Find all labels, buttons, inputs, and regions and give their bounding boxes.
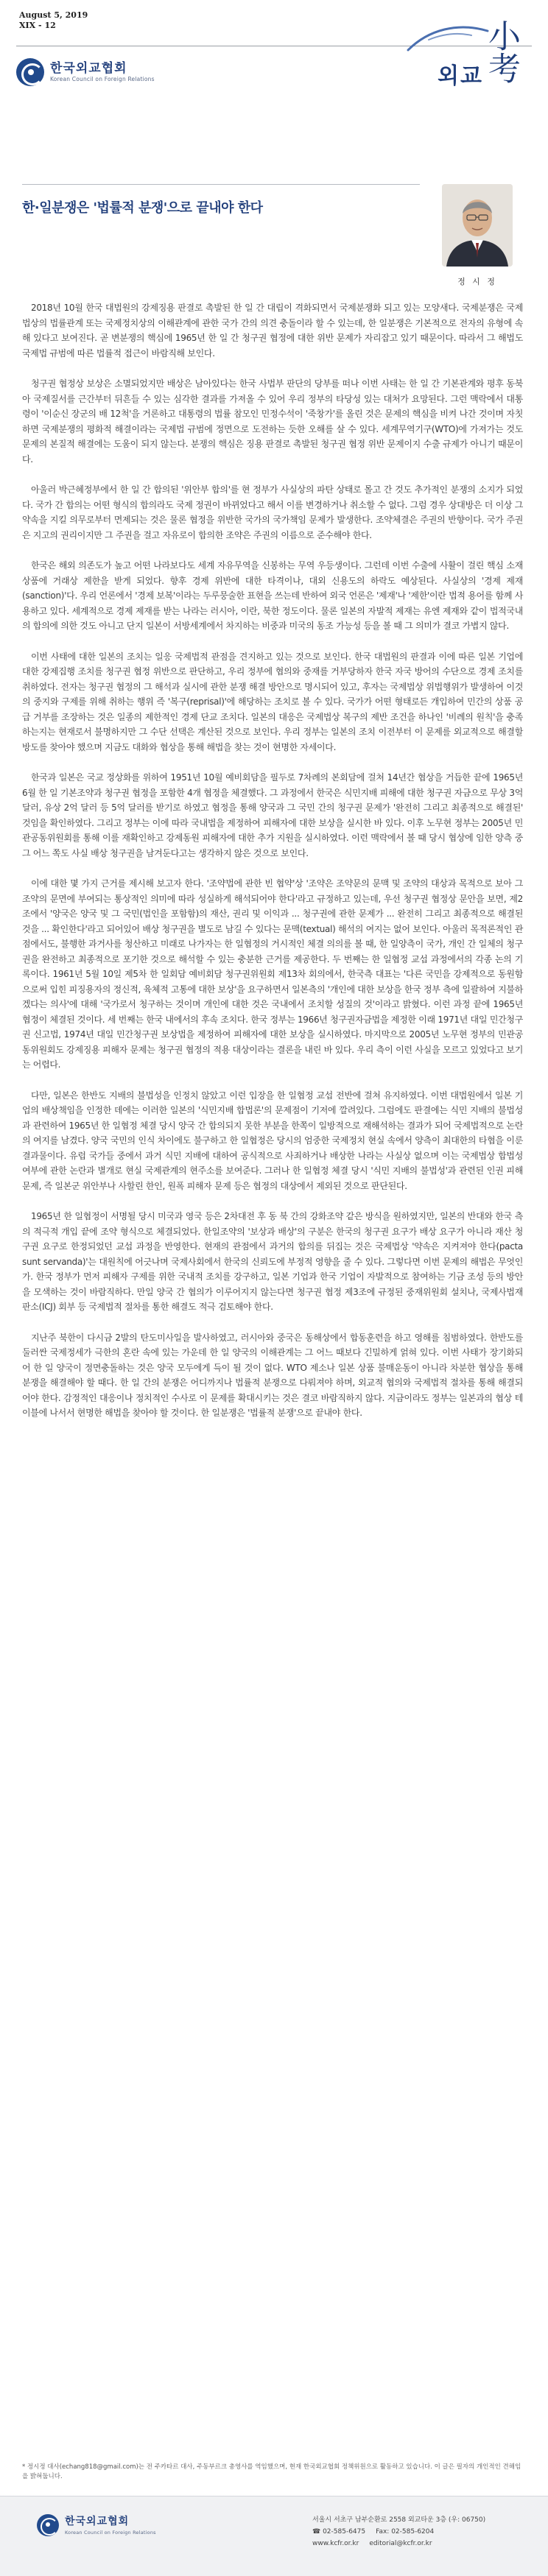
paragraph: 지난주 북한이 다시금 2발의 탄도미사일을 발사하였고, 러시아와 중국은 동해상에서 합동훈련을 하고 영해를 침범하였다. 한반도를 둘러싼 국제정세가 극한의 혼란 속에 있는 가운데 한 일 양국의 이해관계는 그 어느 때보다 긴밀하게 얽혀 있다. 이번 사태가 장기화되어 한 일 양국이 정면충돌하는 것은 양국 모두에게 득이 될 것이 없다. WTO 제소나 일본 상품 불매운동이 아니라 차분한 협상을 통해 분쟁을 해결해야 할 때다. 한 일 간의 분쟁은 어디까지나 법률적 분쟁으로 다뤄져야 하며, 외교적 협의와 국제법적 절차를 통해 해결되어야 한다. 감정적인 대응이나 정치적인 수사로 이 문제를 확대시키는 것은 결코 바람직하지 않다. 지금이라도 정부는 일본과의 협상 테이블에 나서서 현명한 해법을 찾아야 할 것이다. 한 일분쟁은 '법률적 분쟁'으로 끝내야 한다. [22, 1332, 523, 1418]
article-body [22, 300, 523, 1436]
org-name-ko: 한국외교협회 [50, 61, 127, 76]
paragraph: 청구권 협정상 보상은 소멸되었지만 배상은 남아있다는 한국 사법부 판단의 당부를 떠나 이번 사태는 한 일 간 기본관계와 평후 동북아 국제질서를 근간부터 뒤흔들 수 있는 심각한 결과를 가져올 수 있어 우리 정부의 타당성 있는 대처가 요망된다. 그런 맥락에서 대통령이 '이순신 장군의 배 12척'을 거론하고 대통령의 법률 참모인 민정수석이 '죽창가'를 올린 것은 문제의 핵심을 비켜 나간 것이며 자칫하면 국제분쟁의 평화적 해결이라는 국제법 규범에 정면으로 도전하는 듯한 오해를 살 수 있다. 세계무역기구(WTO)에 가져가는 것도 문제의 본질적 해결에는 도움이 되지 않는다. 분쟁의 핵심은 징용 판결로 촉발된 청구권 협정 위반 문제이지 수출 규제가 아니기 때문이다. [22, 378, 523, 465]
masthead-logo [399, 15, 524, 118]
paragraph: 한국은 해외 의존도가 높고 어떤 나라보다도 세계 자유무역을 신봉하는 무역 우등생이다. 그런데 이번 수출에 사활이 걸린 핵심 소재 상품에 거래상 제한을 받게 되었다. 향후 경제 위반에 대한 타격이나, 대외 신용도의 하락도 예상된다. 사실상의 '경제 제재(sanction)'다. 우리 언론에서 '경제 보복'이라는 두루뭉술한 표현을 쓰는데 반하여 외국 언론은 '제재'나 '제한'이란 법적 용어를 함께 사용하고 있다. 세계적으로 경제 제재를 받는 나라는 러시아, 이란, 북한 정도이다. 물론 일본의 자발적 제재는 유엔 제재와 같이 법적국내의 합의에 의한 것도 아니고 단지 일본이 서방세계에서 차지하는 비중과 미국의 동조 가능성 등을 볼 때 그 의미가 결코 가볍지 않다. [22, 560, 523, 631]
paragraph: 다만, 일본은 한반도 지배의 불법성을 인정치 않았고 이런 입장을 한 일협정 교섭 전반에 걸쳐 유지하였다. 이번 대법원에서 일본 기업의 배상책임을 인정한 데에는 이러한 일본의 '식민지배 합법론'의 문제점이 기저에 깔려있다. 그럼에도 판결에는 식민 지배의 불법성과 관련하여 1965년 한 일협정 체결 당시 양국 간 합의되지 못한 부분을 한쪽이 일방적으로 재해석하는 결과가 되어 국제법적으로 논란의 여지를 남겼다. 양국 국민의 인식 차이에도 불구하고 한 일협정은 당시의 엄중한 국제정치 현실 속에서 양측이 최대한의 타협을 이룬 결과물이다. 유럽 국가들 중에서 과거 식민 지배에 대하여 공식적으로 사죄하거나 배상한 나라는 사실상 없으며 이는 국제법상 합법성 여부에 관한 논란과 별개로 현실 국제관계의 현주소를 보여준다. 그러나 한 일협정 체결 당시 '식민 지배의 불법성'과 관련된 인권 피해 문제, 즉 일본군 위안부나 사할린 한인, 원폭 피해자 문제 등은 협정의 대상에서 제외된 것으로 판단된다. [22, 1090, 523, 1191]
footer-fax: Fax: 02-585-6204 [376, 2528, 435, 2536]
issue-info [19, 10, 88, 31]
org-name-en: Korean Council on Foreign Relations [50, 76, 155, 82]
footer-tel: ☎ 02-585-6475 [312, 2528, 366, 2536]
footer-org-name-en: Korean Council on Foreign Relations [65, 2530, 156, 2536]
article-title: 한·일분쟁은 '법률적 분쟁'으로 끝내야 한다 [22, 200, 263, 216]
footer-org-name-ko: 한국외교협회 [65, 2516, 130, 2527]
footer-contact [312, 2514, 485, 2549]
paragraph: 아울러 박근혜정부에서 한 일 간 합의된 '위안부 합의'를 현 정부가 사실상의 파탄 상태로 몰고 간 것도 추가적인 분쟁의 소지가 되었다. 국가 간 합의는 어떤 형식의 합의라도 국제 정권이 바뀌었다고 해서 이를 변경하거나 취소할 수 없다. 그럼 경우 상대방은 더 이상 그 약속을 지킬 의무로부터 면제되는 것은 물론 협정을 위반한 국가의 국가책임 문제가 발생한다. 조약체결은 주권의 반향이다. 국가 주권은 지고의 권리이지만 그 주권을 걸고 자유로이 합의한 조약은 주권의 이름으로 준수해야 한다. [22, 484, 523, 540]
footer-logo[interactable] [37, 2514, 156, 2536]
issue-date: August 5, 2019 [19, 10, 88, 20]
org-emblem-icon [16, 58, 44, 86]
author-footnote: * 정시정 대사(echang818@gmail.com)는 전 주카타르 대사, 주동부르크 총영사를 역임했으며, 현재 한국외교협회 정책위원으로 활동하고 있습니다. 이 글은 필자의 개인적인 견해임을 밝혀둡니다. [22, 2463, 521, 2480]
masthead-big-text: 小考 [482, 19, 520, 84]
paragraph: 이에 대한 몇 가지 근거를 제시해 보고자 한다. '조약법에 관한 빈 협약'상 '조약은 조약문의 문맥 및 조약의 대상과 목적으로 보아 그 조약의 문면에 부여되는 통상적인 의미에 따라 성실하게 해석되어야 한다'라고 규정하고 있는데, 우선 청구권 협정상 문안을 보면, 제2조에서 '양국은 양국 및 그 국민(법인을 포함함)의 재산, 권리 및 이익과 ... 청구권에 관한 문제가 ... 완전히 그리고 최종적으로 해결된 것을 ... 확인한다'라고 되어있어 배상 청구권을 별도로 남길 수 있다는 문맥(textual) 해석의 여지는 없어 보인다. 아울러 목적론적인 관점에서도, 불행한 과거사를 청산하고 미래로 나가자는 한 일협정의 거시적인 체결 의의를 볼 때, 한 일양측이 국가, 개인 간 일체의 청구권을 완전하고 최종적으로 포기한 것으로 해석할 수 있는 충분한 근거를 제공한다. 두 번째는 한 일협정 교섭 과정에서의 각종 논의 기록이다. 1961년 5월 10일 제5차 한 일회담 예비회담 청구권위원회 제13차 회의에서, 한국측 대표는 '다른 국민을 강제적으로 동원함으로써 입힌 피징용자의 정신적, 육체적 고통에 대한 보상'을 요구하면서 일본측의 '개인에 대한 보상을 한국 정부 측에 일괄하여 지불하겠다는 의사'에 대해 '국가로서 청구하는 것이며 개인에 대한 것은 국내에서 조치할 성질의 것'이라고 밝혔다. 이런 과정 끝에 1965년 협정이 체결된 것이다. 세 번째는 한국 내에서의 후속 조치다. 한국 정부는 1966년 청구권자금법을 제정한 이래 1971년 대일 민간청구권 신고법, 1974년 대일 민간청구권 보상법을 제정하여 피해자에 대한 보상을 실시하였다. 마지막으로 2005년 노무현 정부의 민관공동위원회도 강제징용 피해자 문제는 청구권 협정의 적용 대상이라는 결론을 내린 바 있다. 우리 측이 이런 사실을 모르고 있었다고 보기는 어렵다. [22, 878, 523, 1070]
author-portrait-icon [442, 184, 513, 267]
org-emblem-icon [37, 2514, 59, 2536]
issue-number: XIX - 12 [19, 21, 56, 30]
footer-email-link[interactable]: editorial@kcfr.or.kr [369, 2540, 432, 2547]
paragraph: 1965년 한 일협정이 서명될 당시 미국과 영국 등은 2차대전 후 동 북 간의 강화조약 같은 방식을 원하였지만, 일본의 반대와 한국 측의 적극적 개입 끝에 조약 형식으로 체결되었다. 한일조약의 '보상과 배상'의 구분은 한국의 청구권 요구가 배상 요구가 아니라 재산 청구권 요구로 한정되었던 교섭 과정을 반영한다. 현재의 관점에서 과거의 합의를 뒤집는 것은 국제법상 '약속은 지켜져야 한다(pacta sunt servanda)'는 대원칙에 어긋나며 국제사회에서 한국의 신뢰도에 부정적 영향을 줄 수 있다. 그렇다면 이번 문제의 해법은 무엇인가. 한국 정부가 먼저 피해자 구제를 위한 국내적 조치를 강구하고, 일본 기업과 한국 기업이 자발적으로 참여하는 기금 조성 등의 방안을 모색하는 것이 바람직하다. 만일 양국 간 협의가 이루어지지 않는다면 청구권 협정 제3조에 규정된 중재위원회 설치나, 국제사법재판소(ICJ) 회부 등 국제법적 절차를 통한 해결도 적극 검토해야 한다. [22, 1211, 523, 1312]
page-header [0, 0, 548, 184]
masthead-small-text: 외교 [438, 63, 483, 89]
paragraph: 한국과 일본은 국교 정상화를 위하여 1951년 10월 예비회담을 필두로 7차례의 본회담에 걸쳐 14년간 협상을 거듭한 끝에 1965년 6월 한 일 기본조약과 청구권 협정을 포함한 4개 협정을 체결했다. 그 과정에서 한국은 식민지배 피해에 대한 청구권 자금으로 무상 3억 달러, 유상 2억 달러 등 5억 달러를 받기로 하였고 협정을 통해 양국과 그 국민 간의 청구권 문제가 '완전히 그리고 최종적으로 해결된' 것임을 확인하였다. 그리고 정부는 이에 따라 국내법을 제정하여 피해자에 대한 보상을 실시한 바 있다. 이후 노무현 정부는 2005년 민관공동위원회를 통해 이를 재확인하고 강제동원 피해자에 대한 추가 지원을 실시하였다. 이런 맥락에서 볼 때 당시 협상에 임한 양측 중 그 어느 쪽도 사실 배상 청구권을 남겨둔다고는 생각하지 않은 것으로 보인다. [22, 772, 523, 858]
org-logo[interactable] [16, 56, 178, 88]
paragraph: 이번 사태에 대한 일본의 조치는 일응 국제법적 관점을 견지하고 있는 것으로 보인다. 한국 대법원의 판결과 이에 따른 일본 기업에 대한 강제집행 조치를 청구권 협정 위반으로 판단하고, 우리 정부에 협의와 중재를 거부당하자 한국 자국 방어의 수단으로 경제 조치를 취하였다. 전자는 청구권 협정의 그 해석과 실시에 관한 분쟁 해결 방안으로 명시되어 있고, 후자는 국제법상 위법행위가 발생하여 이것의 중지와 구제를 위해 취하는 행위 즉 '복구(reprisal)'에 해당하는 조치로 볼 수 있다. 국가가 어떤 형태로든 개입하여 민간의 상품 공급 거부를 조장하는 것은 일종의 제한적인 경제 단교 조치다. 일본의 대응은 국제법상 복구의 제반 조건을 하나인 '비례의 원칙'을 충족하는지는 현재로서 불명하지만 그 수단 선택은 계산된 것으로 보인다. 우리 정부는 일본의 조치 이전부터 이 문제를 외교적으로 해결할 방도를 찾아야 했으며 지금도 대화와 협상을 통해 해법을 찾는 것이 현명한 자세이다. [22, 651, 523, 752]
footer-address: 서울시 서초구 남부순환로 2558 외교타운 3층 (우: 06750) [312, 2516, 486, 2524]
author-photo [442, 184, 513, 267]
page-footer [0, 2496, 548, 2576]
footer-website-link[interactable]: www.kcfr.or.kr [312, 2540, 359, 2547]
paragraph: 2018년 10월 한국 대법원의 강제징용 판결로 촉발된 한 일 간 대립이 격화되면서 국제분쟁화 되고 있는 모양새다. 국제분쟁은 국제법상의 법률관계 또는 국제정치상의 이해관계에 관한 국가 간의 의견 충돌이라 할 수 있는데, 한 일분쟁은 기본적으로 전자의 유형에 속해 있다고 보여진다. 곧 변분쟁의 핵심에 1965년 한 일 간 청구권 협정에 대한 위반 문제가 자리잡고 있기 때문이다. 따라서 그 해법도 국제법 규범에 따른 법률적 접근이 바람직해 보인다. [22, 303, 523, 359]
author-name: 정 시 정 [457, 277, 497, 286]
title-divider [22, 184, 420, 185]
